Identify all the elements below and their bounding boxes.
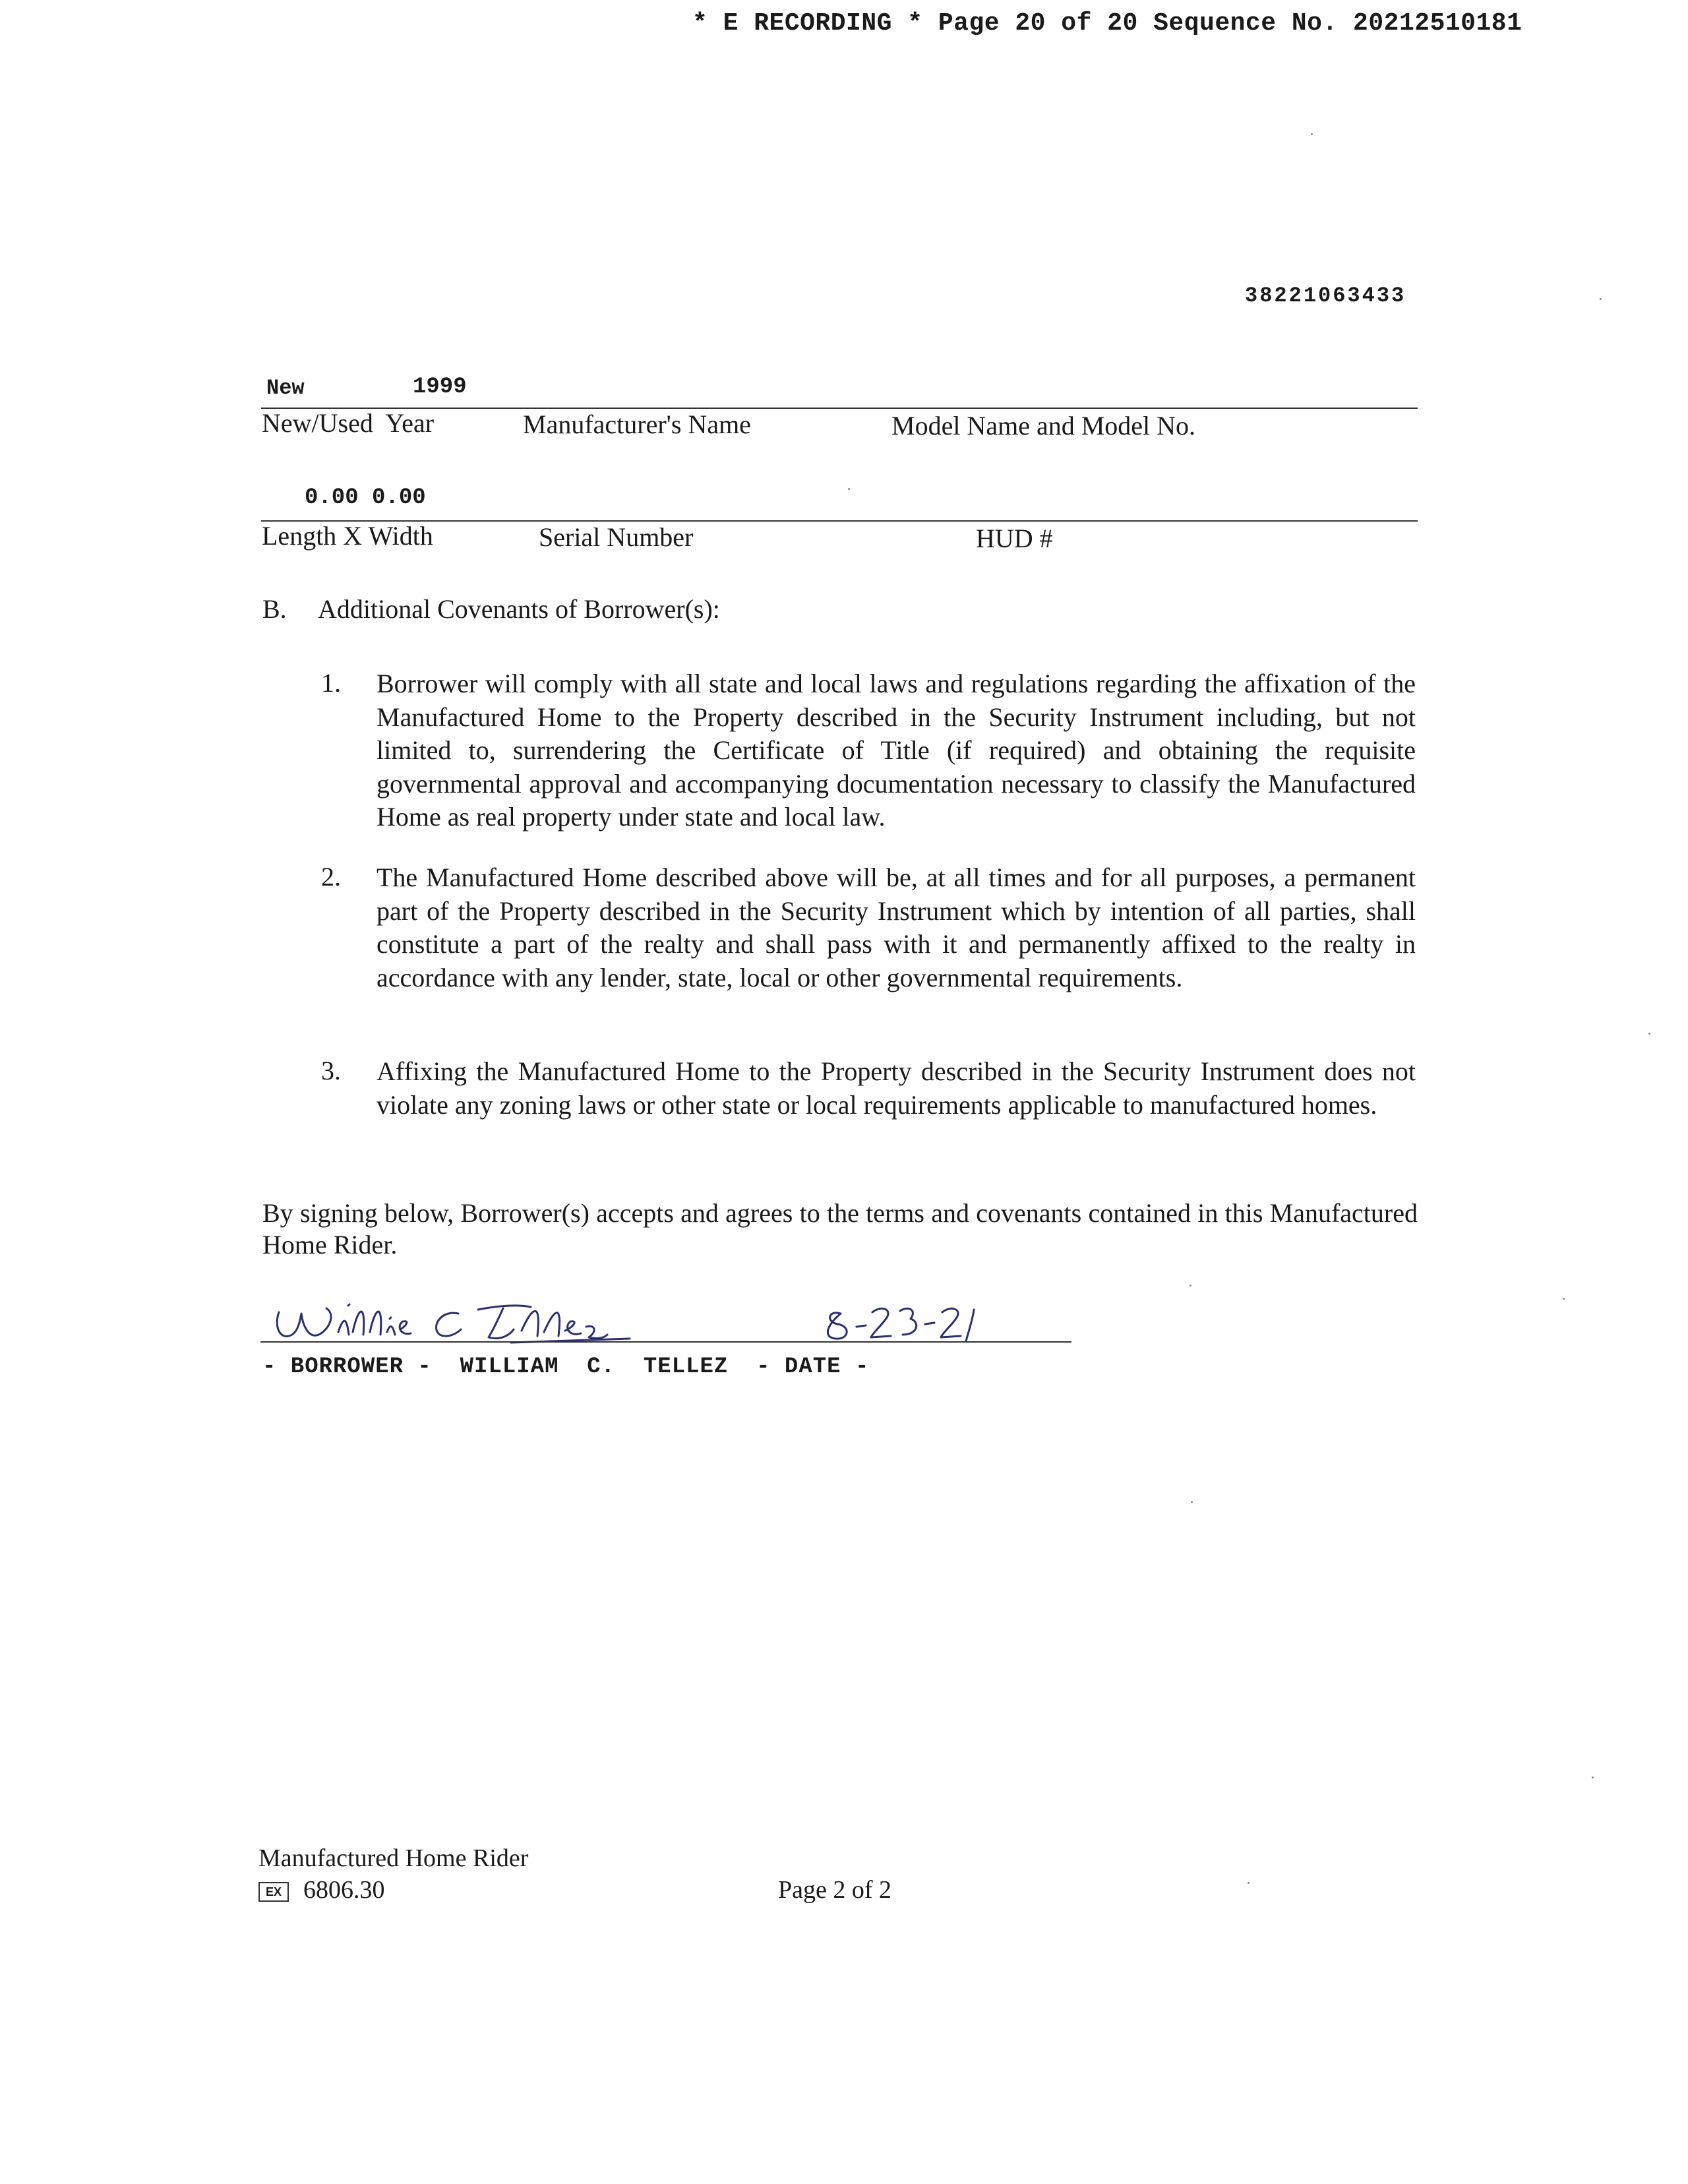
borrower-signature [260,1294,1071,1352]
recording-header: * E RECORDING * Page 20 of 20 Sequence No. 20212510181 [692,9,1522,38]
manufacturer-label: Manufacturer's Name [523,410,751,439]
length-width-value: 0.00 0.00 [305,485,426,510]
scan-speck [1592,1776,1594,1778]
scan-speck [1191,1501,1193,1503]
scan-speck [1648,1033,1650,1035]
scan-speck [1190,1285,1191,1287]
section-b-marker: B. [262,594,287,624]
covenant-2-number: 2. [321,862,341,892]
hud-label: HUD # [976,524,1053,553]
signer-caption: - BORROWER - WILLIAM C. TELLEZ - DATE - [262,1354,870,1380]
length-width-label: Length X Width [262,521,433,551]
row1-rule [261,408,1418,409]
model-label: Model Name and Model No. [891,411,1196,440]
form-ex-icon: EX [258,1882,289,1902]
scan-speck [1311,133,1313,135]
covenant-1-number: 1. [321,668,341,698]
loan-number: 38221063433 [1245,284,1406,308]
scan-speck [1248,1882,1250,1884]
year-value: 1999 [413,375,467,400]
footer-page-number: Page 2 of 2 [778,1876,892,1904]
new-used-year-label: New/Used Year [262,408,435,438]
serial-number-label: Serial Number [539,522,694,552]
covenant-3-text: Affixing the Manufactured Home to the Property described in the Security Instrument does not violate any zoning laws or other state or local requirements applicable to manufactured homes. [377,1056,1416,1120]
new-used-value: New [266,376,305,400]
form-number-text: 6806.30 [303,1876,385,1904]
section-b-title: Additional Covenants of Borrower(s): [318,594,720,624]
scan-speck [848,488,850,490]
scan-speck [1600,298,1602,300]
scan-speck [1563,1298,1565,1300]
footer-form-number [258,1875,385,1904]
covenant-2-text: The Manufactured Home described above will be, at all times and for all purposes, a permanent part of the Property described in the Security Instrument which by intention of all parties, shall constitute a part of the realty and shall pass with it and permanently affixed to the realty in accordance with any lender, state, local or other governmental requirements. [377,863,1416,992]
row2-rule [261,520,1418,522]
acceptance-paragraph: By signing below, Borrower(s) accepts and agrees to the terms and covenants contained in this Manufactured Home Rider. [262,1198,1418,1259]
covenant-3-number: 3. [321,1056,341,1085]
footer-form-title: Manufactured Home Rider [258,1844,529,1872]
covenant-1-text: Borrower will comply with all state and local laws and regulations regarding the affixation of the Manufactured Home to the Property described in the Security Instrument including, but not limited to, surrendering the Certificate of Title (if required) and obtaining the requisite governmental approval and accompanying documentation necessary to classify the Manufactured Home as real property under state and local law. [377,669,1416,832]
signature-line [260,1341,1071,1343]
